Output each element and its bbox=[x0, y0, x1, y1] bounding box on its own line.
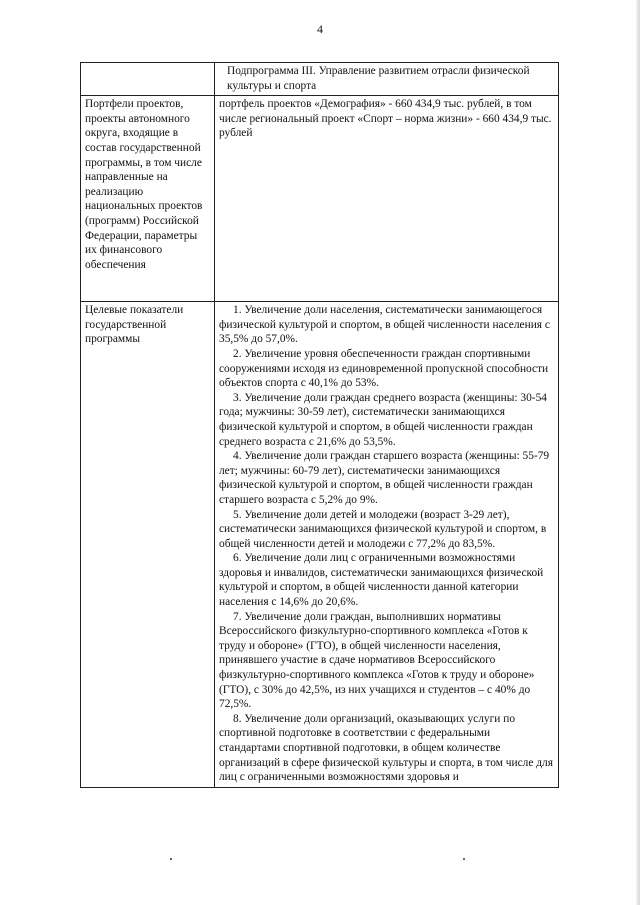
header-empty-cell bbox=[81, 63, 215, 96]
target-item-1: 1. Увеличение доли населения, систематически занимающегося физической культурой и спортом, в общей численности населения с 35,5% до 57,0%. bbox=[219, 304, 550, 346]
subprogram-title-cell bbox=[215, 63, 559, 96]
scan-speck bbox=[170, 858, 172, 860]
targets-list bbox=[215, 302, 559, 788]
targets-label: Целевые показатели государственной программы bbox=[81, 302, 215, 788]
subprogram-header-row bbox=[81, 63, 559, 96]
target-item-6: 6. Увеличение доли лиц с ограниченными возможностями здоровья и инвалидов, систематически занимающихся физической культурой и спортом, в общей численности данной категории населения с 14,6% до 20,6%. bbox=[219, 552, 544, 609]
portfolios-row bbox=[81, 96, 559, 302]
subprogram-title: Подпрограмма III. Управление развитием отрасли физической культуры и спорта bbox=[227, 65, 530, 92]
page-number: 4 bbox=[317, 22, 323, 36]
scan-edge-shadow bbox=[636, 0, 640, 905]
target-item-7: 7. Увеличение доли граждан, выполнивших нормативы Всероссийского физкультурно-спортивного комплекса «Готов к труду и обороне» (ГТО), в общей численности населения, принявшего участие в сдаче нормативов Всероссийского физкультурно-спортивного комплекса «Готов к труду и обороне» (ГТО), с 30% до 42,5%, из них учащихся и студентов – с 40% до 72,5%. bbox=[219, 610, 535, 711]
portfolios-label: Портфели проектов, проекты автономного округа, входящие в состав государственной программы, в том числе направленные на реализацию национальных проектов (программ) Российской Федерации, параметры их финансового обеспечения bbox=[81, 96, 215, 302]
scan-speck bbox=[463, 858, 465, 860]
target-item-2: 2. Увеличение уровня обеспеченности граждан спортивными сооружениями исходя из единовременной пропускной способности объектов спорта с 40,1% до 53%. bbox=[219, 347, 549, 390]
portfolios-value: портфель проектов «Демография» - 660 434,9 тыс. рублей, в том числе региональный проект «Спорт – норма жизни» - 660 434,9 тыс. рублей bbox=[215, 96, 559, 302]
target-item-3: 3. Увеличение доли граждан среднего возраста (женщины: 30-54 года; мужчины: 30-59 лет), систематически занимающихся физической культурой и спортом, в общей численности граждан среднего возраста с 21,6% до 53,5%. bbox=[219, 391, 547, 448]
targets-row bbox=[81, 302, 559, 788]
target-item-5: 5. Увеличение доли детей и молодежи (возраст 3-29 лет), систематически занимающихся физической культурой и спортом, в общей численности детей и молодежи с 77,2% до 83,5%. bbox=[219, 508, 547, 550]
program-passport-table bbox=[80, 62, 559, 788]
target-item-4: 4. Увеличение доли граждан старшего возраста (женщины: 55-79 лет; мужчины: 60-79 лет), систематически занимающихся физической культурой и спортом, в общей численности граждан старшего возраста с 5,2% до 9%. bbox=[219, 450, 550, 506]
target-item-8: 8. Увеличение доли организаций, оказывающих услуги по спортивной подготовке в соответствии с федеральными стандартами спортивной подготовки, в общем количестве организаций в сфере физической культуры и спорта, в том числе для лиц с ограниченными возможностями здоровья и bbox=[219, 712, 553, 784]
